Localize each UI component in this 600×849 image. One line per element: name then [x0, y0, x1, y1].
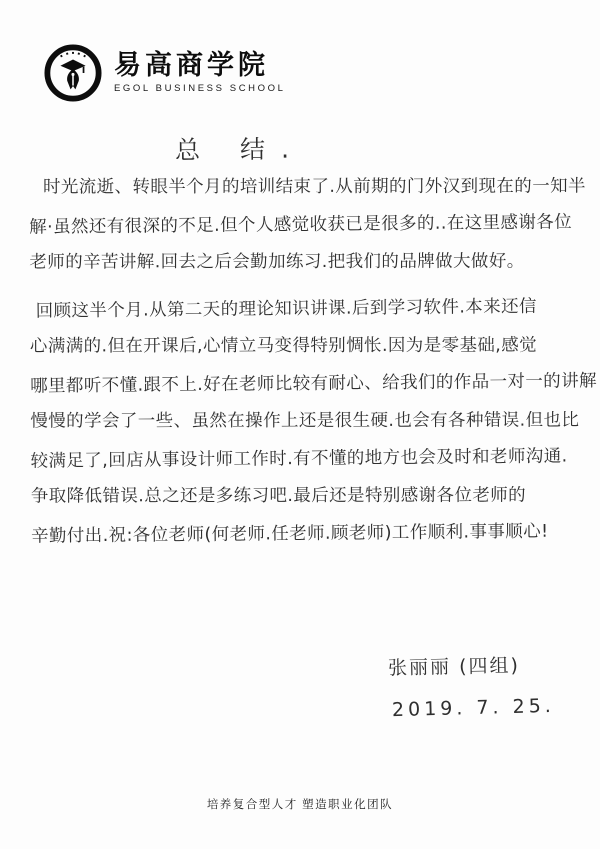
school-logo	[44, 44, 286, 102]
handwritten-line: 时光流逝、转眼半个月的培训结束了.从前期的门外汉到现在的一知半	[42, 176, 586, 198]
document-body	[29, 167, 598, 554]
handwritten-line: 慢慢的学会了一些、虽然在操作上还是很生硬.也会有各种错误.但也比	[30, 410, 580, 432]
document-title: 总 结.	[174, 134, 306, 165]
handwritten-line: 辛勤付出.祝:各位老师(何老师.任老师.顾老师)工作顺利.事事顺心!	[30, 521, 549, 547]
logo-text	[114, 52, 286, 94]
signature-name: 张丽丽 (四组)	[387, 654, 521, 680]
signature-date: 2019. 7. 25.	[391, 694, 556, 722]
logo-name-en: EGOL BUSINESS SCHOOL	[114, 83, 286, 95]
handwritten-line: 解·虽然还有很深的不足.但个人感觉收获已是很多的..在这里感谢各位	[29, 211, 573, 238]
footer-slogan: 培养复合型人才 塑造职业化团队	[206, 799, 394, 811]
handwritten-line: 争取降低错误.总之还是多练习吧.最后还是特别感谢各位老师的	[30, 485, 527, 507]
handwritten-line: 回顾这半个月.从第二天的理论知识讲课.后到学习软件.本来还信	[35, 296, 537, 322]
handwritten-line: 心满满的.但在开课后,心情立马变得特别惆怅.因为是零基础,感觉	[29, 335, 538, 357]
handwritten-line: 较满足了,回店从事设计师工作时.有不懂的地方也会及时和老师沟通.	[30, 445, 568, 472]
handwritten-line: 哪里都听不懂.跟不上.好在老师比较有耐心、给我们的作品一对一的讲解	[30, 370, 598, 397]
pen-nib-emblem-icon	[44, 44, 102, 102]
logo-name-cn: 易高商学院	[114, 50, 269, 82]
handwritten-line: 老师的辛苦讲解.回去之后会勤加练习.把我们的品牌做大做好。	[29, 251, 525, 273]
